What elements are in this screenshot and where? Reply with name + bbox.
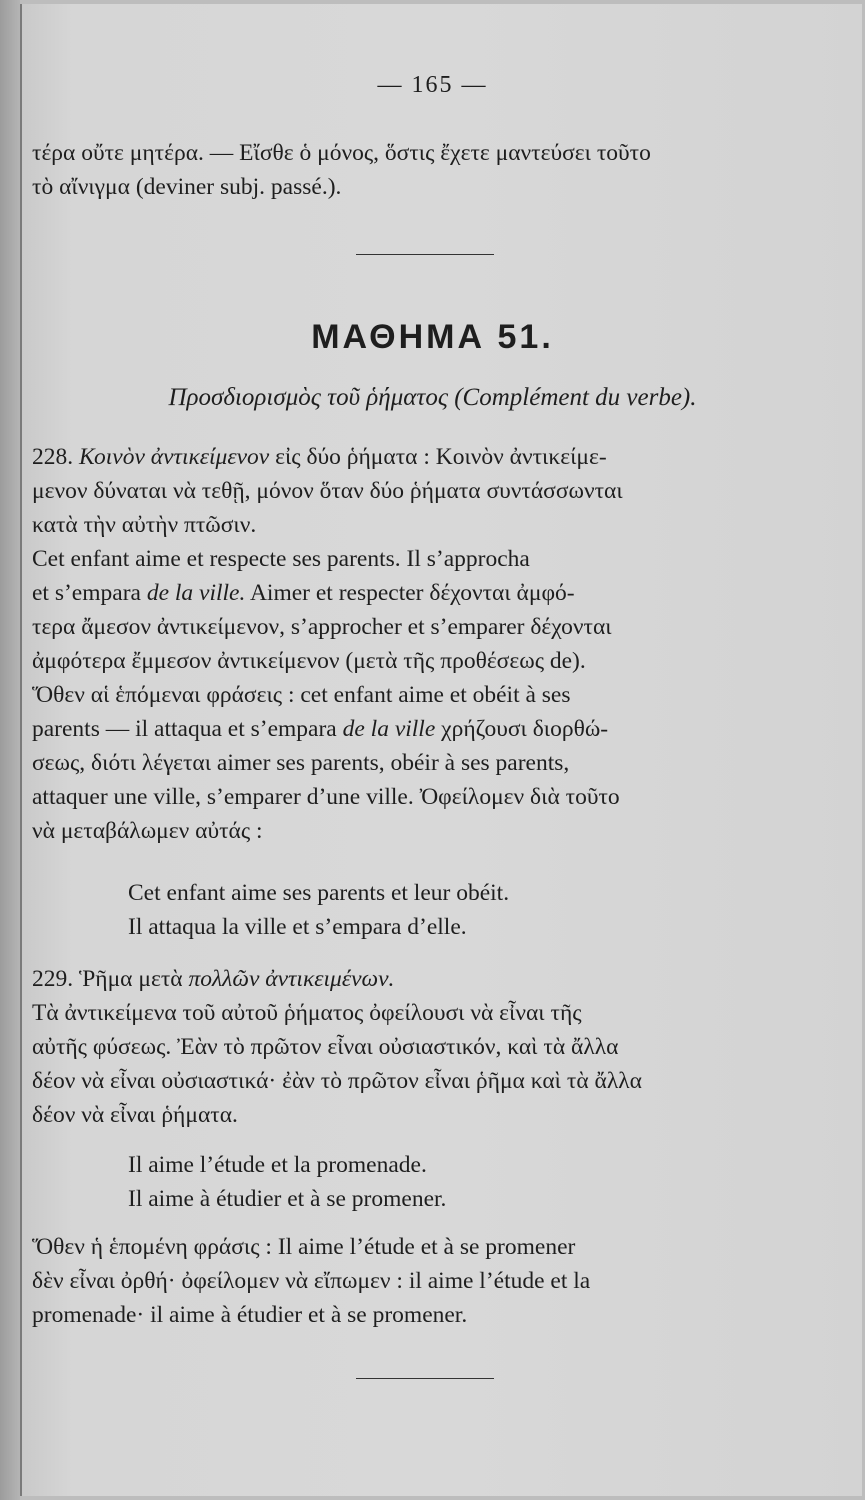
text-line [32,814,817,848]
italic-phrase: πολλῶν ἀντικειμένων. [188,966,395,992]
lesson-title: ΜΑΘΗΜΑ 51. [311,318,554,356]
text-line: τὸ αἴνιγμα (deviner subj. passé.). [32,174,342,200]
page-number: — 165 — [377,72,488,98]
text-run: κατὰ τὴν αὐτὴν πτῶσιν. [32,512,257,538]
example-line: Cet enfant aime ses parents et leur obéit. [128,880,510,906]
section-divider [356,254,494,255]
example-block-228 [128,876,509,944]
text-run: εἰς δύο ῥήματα : Κοινὸν ἀντικείμε- [269,444,607,470]
text-line [32,508,817,542]
example-line: Il attaqua la ville et s’empara d’elle. [128,914,467,940]
text-run: et s’empara [32,580,147,606]
text-line [32,780,817,814]
text-run: τερα ἄμεσον ἀντικείμενον, s’approcher et s’emparer δέχονται [32,614,612,640]
text-line [32,644,817,678]
text-line [32,1030,817,1064]
text-run: 228. [32,444,79,470]
text-run: attaquer une ville, s’emparer d’une ville. Ὀφείλομεν διὰ τοῦτο [32,784,620,810]
text-run: Aimer et respecter δέχονται ἀμφό- [245,580,575,606]
text-run: σεως, διότι λέγεται aimer ses parents, obéir à ses parents, [32,750,570,776]
text-run: Τὰ ἀντικείμενα τοῦ αὐτοῦ ῥήματος ὀφείλουσι νὰ εἶναι τῆς [32,1000,582,1026]
lesson-subtitle: Προσδιορισμὸς τοῦ ῥήματος (Complément du verbe). [168,384,697,411]
text-line [32,474,817,508]
text-line [32,440,817,474]
text-line [32,746,817,780]
text-line [32,712,817,746]
text-line: τέρα οὔτε μητέρα. — Εἴσθε ὁ μόνος, ὅστις ἔχετε μαντεύσει τοῦτο [32,140,651,166]
text-line: δὲν εἶναι ὀρθή· ὀφείλομεν νὰ εἴπωμεν : il aime l’étude et la [32,1268,591,1294]
text-run: Ὅθεν αἱ ἑπόμεναι φράσεις : cet enfant aime et obéit à ses [32,682,571,708]
bottom-divider [356,1378,494,1379]
italic-phrase: de la ville. [146,580,246,606]
text-run: δέον νὰ εἶναι οὐσιαστικά· ἐὰν τὸ πρῶτον εἶναι ῥῆμα καὶ τὰ ἄλλα [32,1068,642,1094]
example-line: Il aime à étudier et à se promener. [128,1186,447,1212]
binding-gutter [0,0,20,1500]
example-line: Il aime l’étude et la promenade. [128,1152,427,1178]
text-run: ἀμφότερα ἔμμεσον ἀντικείμενον (μετὰ τῆς προθέσεως de). [32,648,586,674]
text-line [32,996,817,1030]
italic-phrase: Κοινὸν ἀντικείμενον [79,444,270,470]
section-228 [32,440,817,848]
text-run: δέον νὰ εἶναι ῥήματα. [32,1102,238,1128]
italic-phrase: de la ville [342,716,436,742]
text-line [32,962,817,996]
text-line [32,1098,817,1132]
text-run: χρήζουσι διορθώ- [435,716,609,742]
text-run: νὰ μεταβάλωμεν αὐτάς : [32,818,263,844]
text-run: μενον δύναται νὰ τεθῇ, μόνον ὅταν δύο ῥήματα συντάσσωνται [32,478,623,504]
example-block-229 [128,1148,446,1216]
text-line: Ὅθεν ἡ ἑπομένη φράσις : Il aime l’étude et à se promener [32,1234,576,1260]
section-229 [32,962,817,1132]
text-line [32,576,817,610]
text-run: αὐτῆς φύσεως. Ἐὰν τὸ πρῶτον εἶναι οὐσιαστικόν, καὶ τὰ ἄλλα [32,1034,619,1060]
text-run: 229. Ῥῆμα μετὰ [32,966,189,992]
text-line [32,1064,817,1098]
text-line [32,678,817,712]
text-line: promenade· il aime à étudier et à se promener. [32,1302,468,1328]
text-run: Cet enfant aime et respecte ses parents. Il s’approcha [32,546,530,572]
closing-paragraph [32,1230,817,1332]
text-line [32,542,817,576]
text-run: parents — il attaqua et s’empara [32,716,343,742]
top-paragraph [32,136,817,204]
text-line [32,610,817,644]
